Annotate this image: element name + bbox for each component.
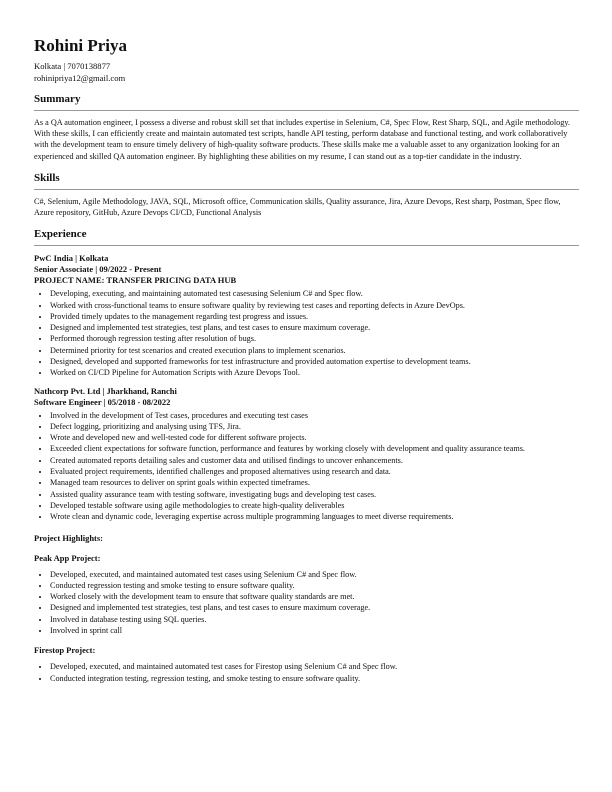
- project-highlights-title: Project Highlights:: [34, 532, 104, 543]
- list-item: • Exceeded client expectations for software function, performance and features by working closely with development and quality assurance teams.: [50, 443, 579, 454]
- section-title-skills: Skills: [34, 172, 579, 190]
- location-phone: Kolkata | 7070138877: [34, 61, 111, 71]
- job-company: PwC India | Kolkata: [34, 253, 109, 264]
- summary-text: As a QA automation engineer, I possess a diverse and robust skill set that includes expertise in Selenium, C#, Spec Flow, Rest Sharp, SQL, and Agile methodology. With these skills, I can efficiently create and maintain automated test scripts, handle API testing, perform database and functional testing, and work collaboratively with the development team to ensure timely delivery of high-quality software products. These skills make me a valuable asset to any organization looking for an experienced and skilled QA automation engineer. By highlighting these abilities on my resume, I can stand out as a top-tier candidate in the industry.: [34, 118, 570, 161]
- project-bullets: [34, 661, 579, 684]
- job-bullets: [34, 410, 579, 523]
- experience-section: [34, 228, 579, 684]
- list-item: • Created automated reports detailing sales and customer data and utilised findings to uncover enhancements.: [50, 455, 579, 466]
- list-item: • Determined priority for test scenarios and created execution plans to implement scenarios.: [50, 345, 579, 356]
- job-project: PROJECT NAME: TRANSFER PRICING DATA HUB: [34, 275, 237, 286]
- list-item: • Developed, executed, and maintained automated test cases using Selenium C# and Spec flow.: [50, 569, 579, 580]
- skills-text: C#, Selenium, Agile Methodology, JAVA, SQL, Microsoft office, Communication skills, Quality assurance, Jira, Azure Devops, Rest sharp, Postman, Spec flow, Azure repository, GitHub, Azure Devops CI/CD, Functional Analysis: [34, 196, 561, 218]
- project-bullets: [34, 569, 579, 637]
- skills-section: [34, 172, 579, 218]
- list-item: • Worked with cross-functional teams to ensure software quality by reviewing test cases and reporting defects in Azure DevOps.: [50, 300, 579, 311]
- resume-header: [34, 36, 579, 84]
- candidate-name: Rohini Priya: [34, 36, 128, 55]
- list-item: • Involved in database testing using SQL queries.: [50, 614, 579, 625]
- list-item: • Worked on CI/CD Pipeline for Automation Scripts with Azure Devops Tool.: [50, 367, 579, 378]
- list-item: • Managed team resources to deliver on sprint goals within expected timeframes.: [50, 477, 579, 488]
- list-item: • Worked closely with the development team to ensure that software quality standards are met.: [50, 591, 579, 602]
- list-item: • Provided timely updates to the management regarding test progress and issues.: [50, 311, 579, 322]
- list-item: • Designed and implemented test strategies, test plans, and test cases to ensure maximum coverage.: [50, 322, 579, 333]
- job-bullets: [34, 288, 579, 378]
- section-title-experience: Experience: [34, 228, 579, 246]
- job-nathcorp: [34, 386, 579, 523]
- email: rohinipriya12@gmail.com: [34, 73, 126, 83]
- list-item: • Developing, executing, and maintaining automated test casesusing Selenium C# and Spec flow.: [50, 288, 579, 299]
- list-item: • Designed, developed and supported frameworks for test infrastructure and provided automation expertise to development teams.: [50, 356, 579, 367]
- list-item: • Wrote clean and dynamic code, leveraging expertise across multiple programming languages to meet diverse requirements.: [50, 511, 579, 522]
- project-name: Firestop Project:: [34, 645, 96, 656]
- project-peak-app: [34, 553, 579, 637]
- list-item: • Designed and implemented test strategies, test plans, and test cases to ensure maximum coverage.: [50, 602, 579, 613]
- job-role: Senior Associate | 09/2022 - Present: [34, 264, 162, 275]
- section-title-summary: Summary: [34, 93, 579, 111]
- job-company: Nathcorp Pvt. Ltd | Jharkhand, Ranchi: [34, 385, 177, 396]
- list-item: • Assisted quality assurance team with testing software, investigating bugs and developing test cases.: [50, 489, 579, 500]
- list-item: • Developed testable software using agile methodologies to create high-quality deliverables: [50, 500, 579, 511]
- project-name: Peak App Project:: [34, 552, 101, 563]
- project-firestop: [34, 645, 579, 684]
- summary-section: [34, 93, 579, 162]
- list-item: • Conducted regression testing and smoke testing to ensure software quality.: [50, 580, 579, 591]
- list-item: • Conducted integration testing, regression testing, and smoke testing to ensure software quality.: [50, 673, 579, 684]
- list-item: • Evaluated project requirements, identified challenges and proposed alternatives using research and data.: [50, 466, 579, 477]
- list-item: • Developed, executed, and maintained automated test cases for Firestop using Selenium C# and Spec flow.: [50, 661, 579, 672]
- list-item: • Defect logging, prioritizing and analysing using TFS, Jira.: [50, 421, 579, 432]
- list-item: • Involved in the development of Test cases, procedures and executing test cases: [50, 410, 579, 421]
- job-role: Software Engineer | 05/2018 - 08/2022: [34, 396, 171, 407]
- list-item: • Wrote and developed new and well-tested code for different software projects.: [50, 432, 579, 443]
- list-item: • Performed thorough regression testing after resolution of bugs.: [50, 333, 579, 344]
- list-item: • Involved in sprint call: [50, 625, 579, 636]
- job-pwc: [34, 253, 579, 378]
